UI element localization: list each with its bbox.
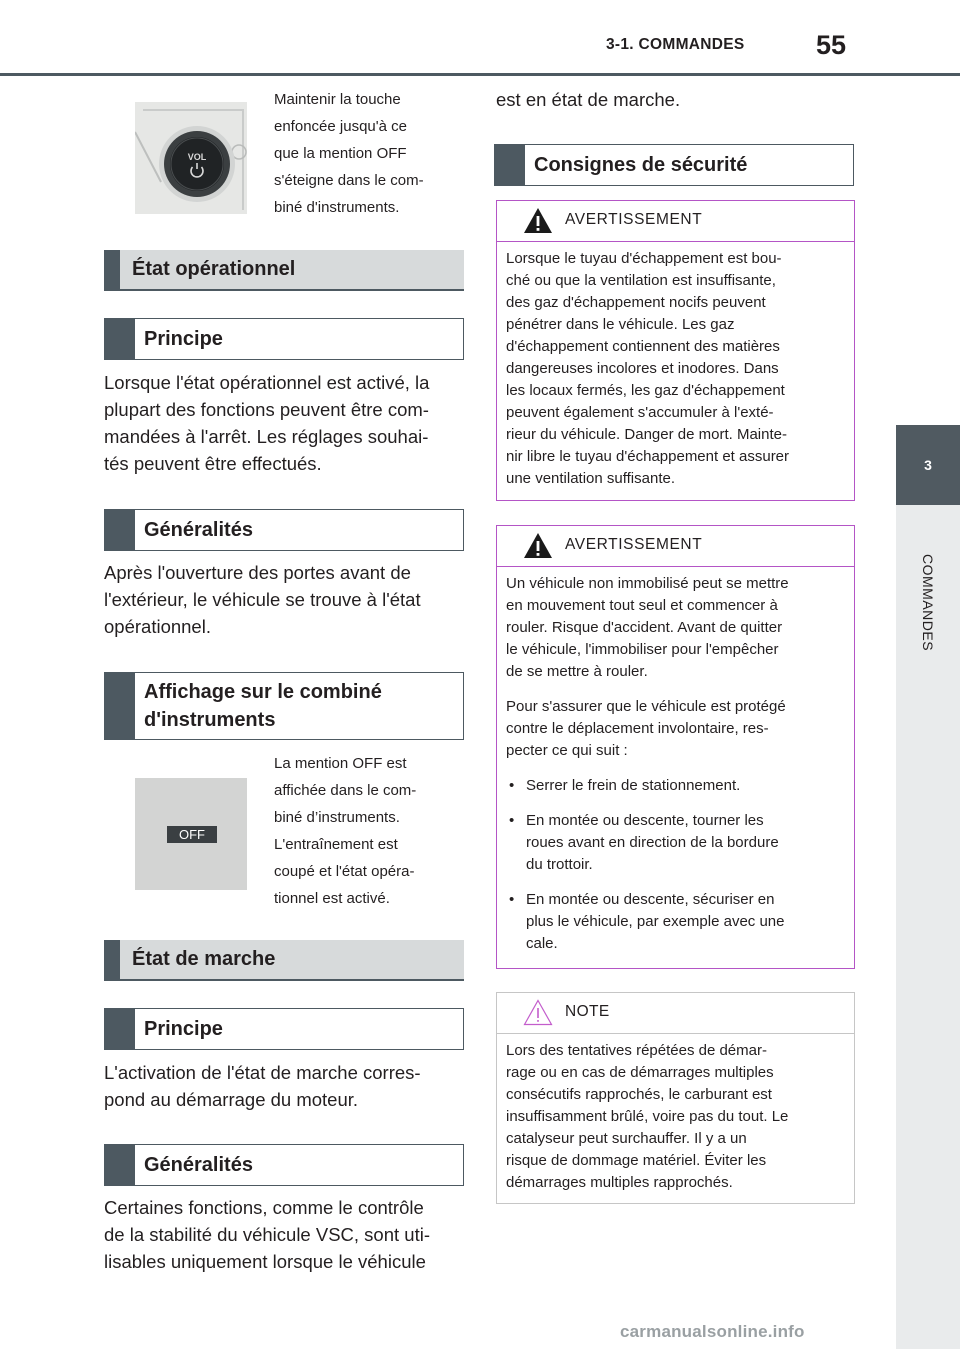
bullet-item: • En montée ou descente, tourner les roues avant en direction de la bordure du trottoir.	[509, 812, 779, 873]
text-principe-2: L'activation de l'état de marche corres- pond au démarrage du moteur.	[104, 1062, 421, 1110]
warning-box-immobilise	[496, 525, 855, 969]
heading-etat-marche: État de marche	[104, 940, 464, 981]
text-principe-1: Lorsque l'état opérationnel est activé, la plupart des fonctions peuvent être com- mandées à l'arrêt. Les réglages souhai- tés peuvent être effectués.	[104, 372, 430, 474]
caption-off-display: La mention OFF est affichée dans le com- biné d’instruments. L'entraînement est coupé et l'état opéra- tionnel est activé.	[274, 755, 417, 907]
warning-text: Lorsque le tuyau d'échappement est bou- ché ou que la ventilation est insuffisante, des gaz d'échappement nocifs peuvent pénétrer dans le véhicule. Les gaz d'échappement contiennent des matières dangereuses incolores et inodores. Dans les locaux fermés, les gaz d'échappement peuvent également s'accumuler à l'exté- rieur du véhicule. Danger de mort. Mainte- nir libre le tuyau d'échappement et assurer une ventilation suffisante.	[506, 250, 790, 487]
warning-title: AVERTISSEMENT	[565, 536, 703, 553]
heading-affichage: Affichage sur le combiné d'instruments	[104, 672, 464, 740]
watermark: carmanualsonline.info	[620, 1322, 805, 1341]
text-generalites-2: Certaines fonctions, comme le contrôle de la stabilité du véhicule VSC, sont uti- lisables uniquement lorsque le véhicule	[104, 1197, 430, 1272]
heading-principe-1: Principe	[104, 318, 464, 360]
note-title: NOTE	[565, 1003, 610, 1020]
warning-title: AVERTISSEMENT	[565, 211, 703, 228]
bullet-item: • Serrer le frein de stationnement.	[509, 777, 741, 794]
text-continuation: est en état de marche.	[496, 89, 681, 110]
heading-etat-operationnel: État opérationnel	[104, 250, 464, 291]
bullet-item: • En montée ou descente, sécuriser en plus le véhicule, par exemple avec une cale.	[509, 891, 785, 952]
caption-hold-button: Maintenir la touche enfoncée jusqu'à ce que la mention OFF s'éteigne dans le com- biné d'instruments.	[274, 91, 424, 216]
heading-consignes: Consignes de sécurité	[494, 144, 854, 186]
heading-generalites-1: Généralités	[104, 509, 464, 551]
off-display-image	[135, 778, 247, 890]
off-indicator-label: OFF	[179, 827, 205, 842]
section-title: 3-1. COMMANDES	[606, 36, 745, 53]
power-button-image	[135, 102, 247, 214]
warning-box-exhaust	[496, 200, 855, 501]
warning-triangle-icon	[523, 532, 553, 559]
heading-principe-2: Principe	[104, 1008, 464, 1050]
warning-text: Un véhicule non immobilisé peut se mettre en mouvement tout seul et commencer à rouler. Risque d'accident. Avant de quitter le véhicule, l'immobiliser pour l'empêcher de se mettre à rouler. Pour s'assurer que le véhicule est protégé contre le déplacement involontaire, res- pecter ce qui suit : • Serrer le frein de stationnement. • En montée ou descente, tourner les roues avant en direction de la bordure du trottoir. • En montée ou descente, sécuriser en plus le véhicule, par exemple avec une cale.	[497, 567, 854, 963]
text-generalites-1: Après l'ouverture des portes avant de l'extérieur, le véhicule se trouve à l'état opérationnel.	[104, 562, 421, 637]
heading-generalites-2: Généralités	[104, 1144, 464, 1186]
knob-label: VOL	[187, 152, 207, 162]
header-rule	[0, 73, 960, 76]
chapter-tab-number: 3	[896, 425, 960, 505]
warning-triangle-icon	[523, 207, 553, 234]
note-text: Lors des tentatives répétées de démar- rage ou en cas de démarrages multiples consécutifs rapprochés, le carburant est insuffisamment brûlé, voire pas du tout. Le catalyseur peut surchauffer. Il y a un risque de dommage matériel. Éviter les démarrages multiples rapprochés.	[506, 1042, 789, 1191]
note-triangle-icon	[523, 999, 553, 1026]
page-number: 55	[816, 30, 847, 60]
chapter-tab-label: COMMANDES	[920, 554, 936, 652]
note-box	[496, 992, 855, 1204]
power-knob-icon	[135, 102, 247, 214]
